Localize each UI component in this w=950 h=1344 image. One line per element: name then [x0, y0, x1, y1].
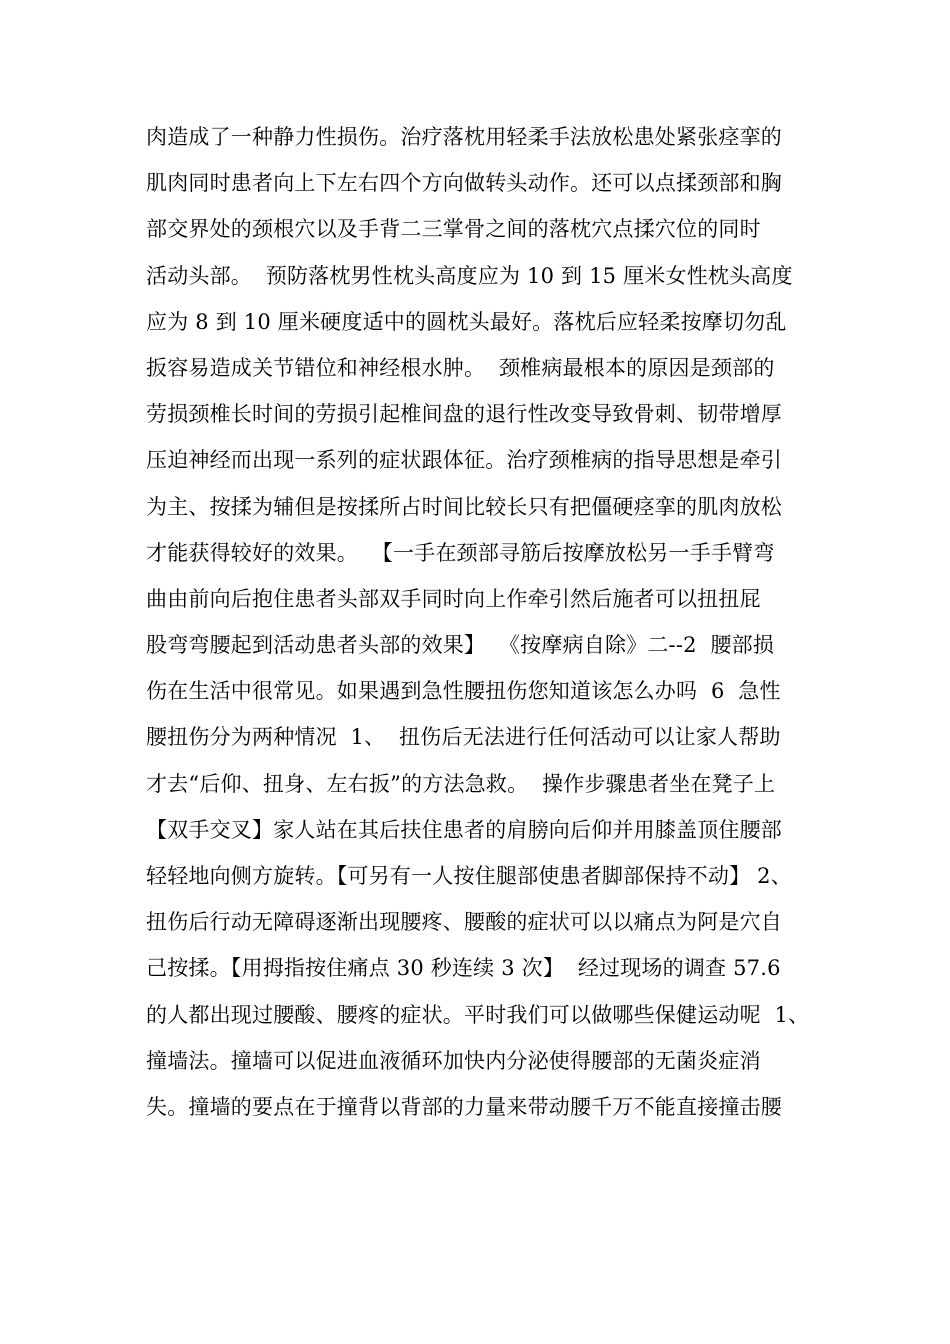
text-line: 劳损颈椎长时间的劳损引起椎间盘的退行性改变导致骨刺、韧带增厚	[146, 402, 782, 427]
text-line: 轻轻地向侧方旋转。【可另有一人按住腿部使患者脚部保持不动】 2、	[146, 864, 792, 888]
text-line: 才去“后仰、扭身、左右扳”的方法急救。 操作步骤患者坐在凳子上	[146, 771, 776, 796]
text-line: 扳容易造成关节错位和神经根水肿。 颈椎病最根本的原因是颈部的	[146, 355, 775, 380]
text-line: 应为 8 到 10 厘米硬度适中的圆枕头最好。落枕后应轻柔按摩切勿乱	[146, 309, 787, 334]
text-line: 【双手交叉】家人站在其后扶住患者的肩膀向后仰并用膝盖顶住腰部	[146, 817, 782, 842]
text-line: 肉造成了一种静力性损伤。治疗落枕用轻柔手法放松患处紧张痉挛的	[146, 125, 782, 149]
text-line: 曲由前向后抱住患者头部双手同时向上作牵引然后施者可以扭扭屁	[146, 586, 761, 611]
text-line: 扭伤后行动无障碍逐渐出现腰疼、腰酸的症状可以以痛点为阿是穴自	[146, 910, 782, 935]
text-line: 伤在生活中很常见。如果遇到急性腰扭伤您知道该怎么办吗 6 急性	[146, 679, 781, 704]
text-line: 为主、按揉为辅但是按揉所占时间比较长只有把僵硬痉挛的肌肉放松	[146, 494, 782, 519]
text-line: 撞墙法。撞墙可以促进血液循环加快内分泌使得腰部的无菌炎症消	[146, 1048, 761, 1073]
text-line: 部交界处的颈根穴以及手背二三掌骨之间的落枕穴点揉穴位的同时	[146, 217, 761, 242]
text-line: 压迫神经而出现一系列的症状跟体征。治疗颈椎病的指导思想是牵引	[146, 448, 782, 473]
text-line: 才能获得较好的效果。 【一手在颈部寻筋后按摩放松另一手手臂弯	[146, 540, 775, 565]
text-line: 的人都出现过腰酸、腰疼的症状。平时我们可以做哪些保健运动呢 1、	[146, 1002, 810, 1027]
text-line: 股弯弯腰起到活动患者头部的效果】 《按摩病自除》二--2 腰部损	[146, 633, 775, 658]
text-line: 腰扭伤分为两种情况 1、 扭伤后无法进行任何活动可以让家人帮助	[146, 725, 781, 750]
text-line: 肌肉同时患者向上下左右四个方向做转头动作。还可以点揉颈部和胸	[146, 171, 782, 196]
text-line: 失。撞墙的要点在于撞背以背部的力量来带动腰千万不能直接撞击腰	[146, 1094, 782, 1119]
body-text	[146, 114, 811, 1130]
text-line: 己按揉。【用拇指按住痛点 30 秒连续 3 次】 经过现场的调查 57.6	[146, 956, 781, 981]
text-line: 活动头部。 预防落枕男性枕头高度应为 10 到 15 厘米女性枕头高度	[146, 263, 793, 288]
